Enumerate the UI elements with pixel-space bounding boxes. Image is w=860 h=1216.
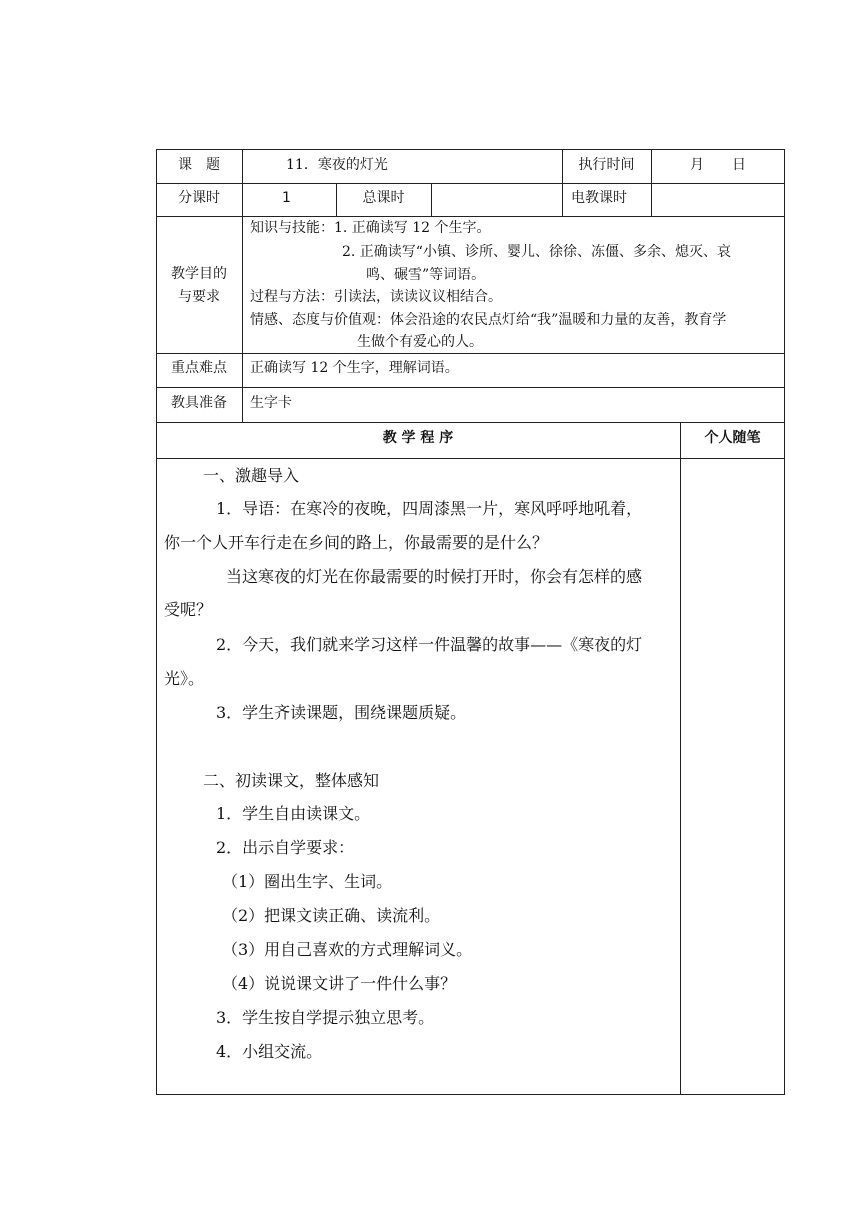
- row-divider: [156, 183, 785, 184]
- procedure-line: 2．今天，我们就来学习这样一件温馨的故事——《寒夜的灯: [216, 635, 643, 654]
- procedure-line: （1）圈出生字、生词。: [222, 872, 393, 891]
- procedure-line: 受呢？: [164, 600, 213, 619]
- procedure-title: 教 学 程 序: [382, 430, 454, 446]
- row-divider: [156, 387, 785, 388]
- procedure-line: 2．出示自学要求：: [216, 838, 355, 857]
- procedure-line: 1．导语：在寒冷的夜晚，四周漆黑一片，寒风呼呼地吼着，: [216, 499, 643, 518]
- av-period-label: 电教课时: [571, 190, 627, 206]
- procedure-line: 当这寒夜的灯光在你最需要的时候打开时，你会有怎样的感: [226, 567, 643, 586]
- notes-title: 个人随笔: [704, 430, 761, 446]
- goals-line: 过程与方法：引读法，读读议议相结合。: [250, 289, 502, 305]
- goals-line: 情感、态度与价值观：体会沿途的农民点灯给“我”温暖和力量的友善，教育学: [250, 312, 727, 328]
- key-points-value: 正确读写 12 个生字，理解词语。: [250, 360, 459, 376]
- exec-time-label: 执行时间: [578, 157, 635, 173]
- total-period-label: 总课时: [362, 190, 405, 206]
- exec-time-value: 月 日: [690, 157, 746, 173]
- procedure-line: 4．小组交流。: [216, 1042, 323, 1061]
- key-points-label: 重点难点: [171, 360, 227, 376]
- procedure-line: （4）说说课文讲了一件什么事？: [222, 974, 457, 993]
- row-divider: [156, 458, 785, 459]
- tools-label: 教具准备: [171, 395, 227, 411]
- sub-period-label: 分课时: [178, 190, 220, 206]
- row-divider: [156, 353, 785, 354]
- col-divider: [680, 422, 681, 1095]
- goals-line: 鸣、碾雪”等词语。: [366, 267, 486, 283]
- procedure-line: 你一个人开车行走在乡间的路上，你最需要的是什么？: [164, 533, 549, 552]
- procedure-line: 光》。: [164, 669, 205, 688]
- goals-line: 2. 正确读写“小镇、诊所、婴儿、徐徐、冻僵、多余、熄灭、哀: [342, 244, 731, 260]
- col-divider: [431, 183, 432, 216]
- col-divider: [242, 149, 243, 422]
- procedure-line: （2）把课文读正确、读流利。: [222, 906, 441, 925]
- procedure-line: 3．学生按自学提示独立思考。: [216, 1008, 435, 1027]
- procedure-line: 3．学生齐读课题，围绕课题质疑。: [216, 703, 467, 722]
- row-divider: [156, 422, 785, 423]
- topic-value: 11．寒夜的灯光: [286, 157, 388, 173]
- procedure-line: （3）用自己喜欢的方式理解词义。: [222, 940, 473, 959]
- tools-value: 生字卡: [250, 395, 292, 411]
- goals-line: 生做个有爱心的人。: [357, 334, 483, 350]
- goals-line: 知识与技能：1. 正确读写 12 个生字。: [250, 220, 491, 236]
- goals-label-line1: 教学目的: [171, 266, 227, 282]
- sub-period-value: 1: [282, 190, 291, 206]
- procedure-line: 二、初读课文，整体感知: [203, 771, 380, 790]
- topic-label: 课 题: [178, 157, 220, 173]
- goals-label-line2: 与要求: [178, 289, 220, 305]
- procedure-line: 一、激趣导入: [203, 466, 300, 485]
- procedure-line: 1．学生自由读课文。: [216, 804, 371, 823]
